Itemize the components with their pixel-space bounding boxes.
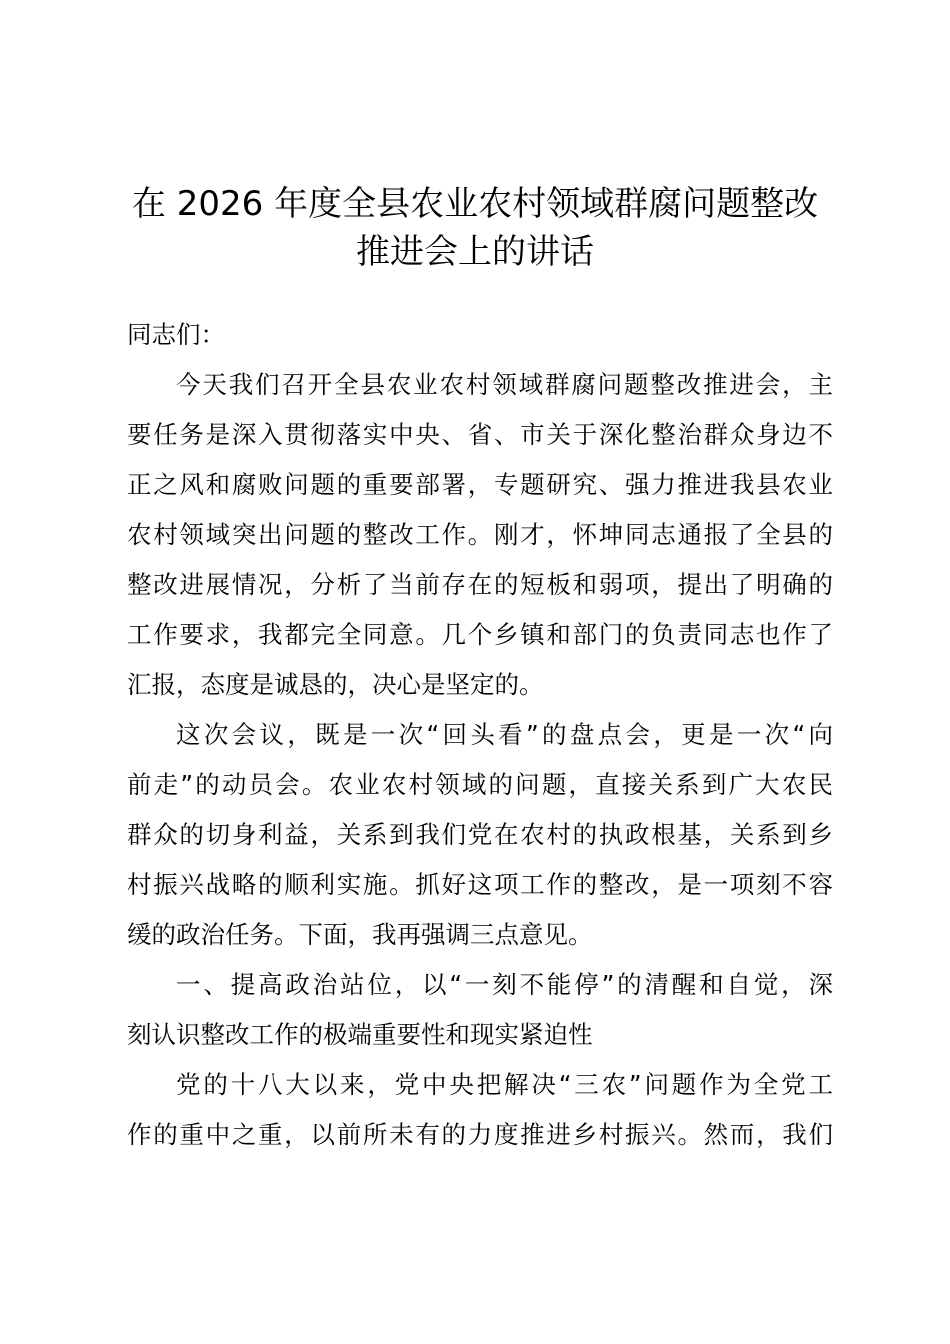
paragraph-line: 农村领域突出问题的整改工作。刚才，怀坤同志通报了全县的 [127, 520, 833, 549]
heading-line: 一、提高政治站位，以“一刻不能停”的清醒和自觉，深 [176, 970, 833, 999]
paragraph-line: 整改进展情况，分析了当前存在的短板和弱项，提出了明确的 [127, 570, 833, 599]
paragraph-line: 村振兴战略的顺利实施。抓好这项工作的整改，是一项刻不容 [127, 870, 833, 899]
paragraph-line: 这次会议，既是一次“回头看”的盘点会，更是一次“向 [176, 720, 833, 749]
paragraph-line: 今天我们召开全县农业农村领域群腐问题整改推进会，主 [176, 370, 833, 399]
paragraph-meeting-purpose [127, 710, 833, 960]
paragraph-line: 党的十八大以来，党中央把解决“三农”问题作为全党工 [176, 1070, 833, 1099]
title-line-1: 在 2026 年度全县农业农村领域群腐问题整改 [131, 184, 819, 224]
paragraph-line: 群众的切身利益，关系到我们党在农村的执政根基，关系到乡 [127, 820, 833, 849]
paragraph-opening [127, 360, 833, 710]
title-line-2: 推进会上的讲话 [356, 232, 594, 272]
paragraph-line: 汇报，态度是诚恳的，决心是坚定的。 [127, 670, 544, 699]
heading-line: 刻认识整改工作的极端重要性和现实紧迫性 [127, 1020, 593, 1049]
paragraph-line: 要任务是深入贯彻落实中央、省、市关于深化整治群众身边不 [127, 420, 833, 449]
salutation [127, 310, 833, 360]
document-title [110, 180, 840, 276]
paragraph-line: 工作要求，我都完全同意。几个乡镇和部门的负责同志也作了 [127, 620, 833, 649]
paragraph-section-1-body [127, 1060, 833, 1160]
paragraph-line: 前走”的动员会。农业农村领域的问题，直接关系到广大农民 [127, 770, 833, 799]
salutation-text: 同志们： [127, 320, 225, 349]
document-body [127, 310, 833, 1160]
paragraph-line: 作的重中之重，以前所未有的力度推进乡村振兴。然而，我们 [127, 1120, 833, 1149]
paragraph-line: 正之风和腐败问题的重要部署，专题研究、强力推进我县农业 [127, 470, 833, 499]
paragraph-line: 缓的政治任务。下面，我再强调三点意见。 [127, 920, 593, 949]
section-heading-1 [127, 960, 833, 1060]
